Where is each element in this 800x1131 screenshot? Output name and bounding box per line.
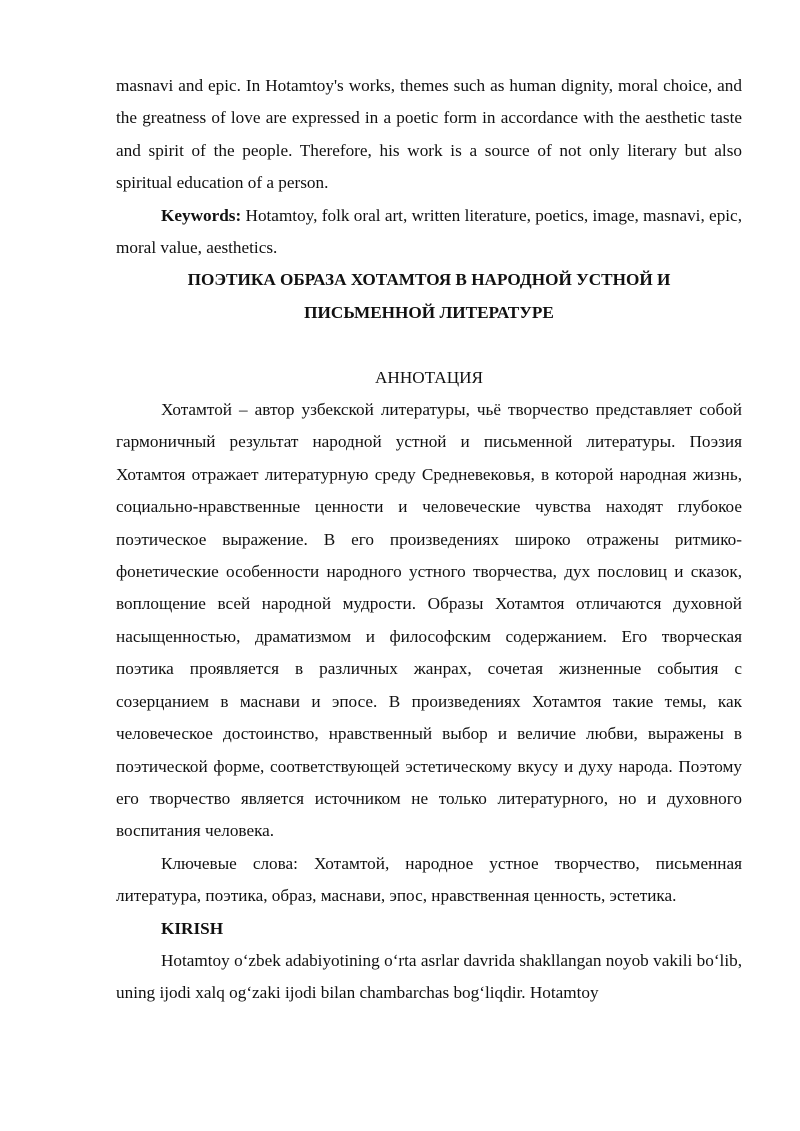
intro-heading: KIRISH: [161, 918, 224, 938]
intro-body: Hotamtoy oʻzbek adabiyotining oʻrta asrlar davrida shakllangan noyob vakili boʻlib, uning ijodi xalq ogʻzaki ijodi bilan chambarchas bogʻliqdir. Hotamtoy: [116, 950, 742, 1003]
keywords-en-paragraph: [116, 200, 742, 265]
document-page: [116, 70, 742, 1010]
title-ru-line2: ПИСЬМЕННОЙ ЛИТЕРАТУРЕ: [304, 302, 554, 322]
annotation-body: Хотамтой – автор узбекской литературы, чьё творчество представляет собой гармоничный результат народной устной и письменной литературы. Поэзия Хотамтоя отражает литературную среду Средневековья, в которой народная жизнь, социально-нравственные ценности и человеческие чувства находят глубокое поэтическое выражение. В его произведениях широко отражены ритмико-фонетические особенности народного устного творчества, дух пословиц и сказок, воплощение всей народной мудрости. Образы Хотамтоя отличаются духовной насыщенностью, драматизмом и философским содержанием. Его творческая поэтика проявляется в различных жанрах, сочетая жизненные события с созерцанием в маснави и эпосе. В произведениях Хотамтоя такие темы, как человеческое достоинство, нравственный выбор и величие любви, выражены в поэтической форме, соответствующей эстетическому вкусу и духу народа. Поэтому его творчество является источником не только литературного, но и духовного воспитания человека.: [116, 400, 742, 841]
keywords-en-label: Keywords:: [161, 205, 242, 225]
keywords-ru-paragraph: Ключевые слова: Хотамтой, народное устное творчество, письменная литература, поэтика, образ, маснави, эпос, нравственная ценность, эстетика.: [116, 853, 742, 906]
abstract-en-continuation: masnavi and epic. In Hotamtoy's works, themes such as human dignity, moral choice, and the greatness of love are expressed in a poetic form in accordance with the aesthetic taste and spirit of the people. Therefore, his work is a source of not only literary but also spiritual education of a person.: [116, 76, 742, 193]
title-ru-line1: ПОЭТИКА ОБРАЗА ХОТАМТОЯ В НАРОДНОЙ УСТНОЙ И: [187, 270, 671, 290]
title-ru: [116, 264, 742, 329]
annotation-heading: АННОТАЦИЯ: [375, 367, 483, 387]
keywords-en-text: Hotamtoy, folk oral art, written literature, poetics, image, masnavi, epic, moral value, aesthetics.: [116, 205, 742, 258]
blank-line: [116, 329, 742, 361]
